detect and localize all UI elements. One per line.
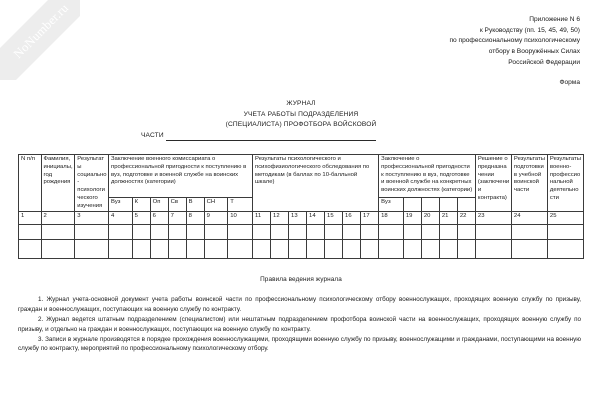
watermark-text: NoNumber.ru: [10, 0, 71, 61]
column-number: 20: [421, 212, 439, 225]
column-number: 24: [511, 212, 547, 225]
column-number: 3: [75, 212, 109, 225]
data-cell[interactable]: [361, 240, 379, 259]
data-cell[interactable]: [457, 225, 475, 240]
subheader-commissariat-op: Оп: [150, 198, 168, 212]
data-cell[interactable]: [228, 240, 253, 259]
data-cell[interactable]: [132, 240, 150, 259]
column-number: 1: [19, 212, 42, 225]
header-cell-psych-exam-results: Результаты психологического и психофизиологического обследования по методикам (в баллах по 10-балльной шкале): [253, 154, 379, 211]
data-cell[interactable]: [228, 225, 253, 240]
column-number: 15: [325, 212, 343, 225]
header-cell-professional-suitability-conclusion: Заключение о профессиональной пригодности к поступлению в вуз, подготовке и военной службе на конкретных воинских должностях (категории): [379, 154, 476, 197]
unit-number-blank-line: [166, 133, 376, 141]
column-number: 11: [253, 212, 271, 225]
subheader-commissariat-vuz: Вуз: [109, 198, 133, 212]
data-cell[interactable]: [150, 225, 168, 240]
reference-line-2: к Руководству (пп. 15, 45, 49, 50): [479, 26, 580, 34]
title-line-3: (СПЕЦИАЛИСТА) ПРОФОТБОРА ВОЙСКОВОЙ: [225, 121, 377, 129]
data-cell[interactable]: [475, 240, 511, 259]
data-cell[interactable]: [109, 240, 133, 259]
subheader-commissariat-k: К: [132, 198, 150, 212]
column-number: 19: [403, 212, 421, 225]
document-reference-header: [18, 15, 584, 68]
data-cell[interactable]: [475, 225, 511, 240]
data-cell[interactable]: [403, 240, 421, 259]
data-cell[interactable]: [253, 240, 271, 259]
data-cell[interactable]: [307, 240, 325, 259]
reference-line-3: по профессиональному психологическому: [449, 37, 580, 45]
data-cell[interactable]: [19, 240, 42, 259]
data-cell[interactable]: [132, 225, 150, 240]
data-cell[interactable]: [439, 225, 457, 240]
data-cell[interactable]: [403, 225, 421, 240]
header-cell-training-results: Результаты подготовки в учебной воинской части: [511, 154, 547, 211]
data-cell[interactable]: [511, 240, 547, 259]
subheader-commissariat-t: Т: [228, 198, 253, 212]
header-cell-name: Фамилия, инициалы, год рождения: [41, 154, 75, 211]
data-cell[interactable]: [325, 225, 343, 240]
column-number: 22: [457, 212, 475, 225]
data-cell[interactable]: [75, 240, 109, 259]
subheader-suitability-4: [439, 198, 457, 212]
column-number: 4: [109, 212, 133, 225]
data-cell[interactable]: [150, 240, 168, 259]
data-cell[interactable]: [271, 225, 289, 240]
subheader-commissariat-sv: Св: [168, 198, 186, 212]
header-cell-military-commissariat-conclusion: Заключение военного комиссариата о профессиональной пригодности к поступлению в вуз, подготовке и военной службе на воинских должностях (категории): [109, 154, 253, 197]
data-cell[interactable]: [253, 225, 271, 240]
data-cell[interactable]: [547, 225, 583, 240]
column-number: 23: [475, 212, 511, 225]
data-cell[interactable]: [307, 225, 325, 240]
rules-item: 3. Записи в журнале производятся в порядке прохождения военнослужащими, проходящими военную службу по призыву, военнослужащими и гражданами, поступающими на военную службу по контракту, мероприятий по профессиональному психологическому отбору.: [18, 335, 581, 353]
column-number: 5: [132, 212, 150, 225]
column-number: 2: [41, 212, 75, 225]
document-title: [18, 99, 584, 141]
data-cell[interactable]: [204, 225, 228, 240]
column-number: 16: [343, 212, 361, 225]
data-cell[interactable]: [289, 225, 307, 240]
title-line-2: УЧЕТА РАБОТЫ ПОДРАЗДЕЛЕНИЯ: [243, 110, 359, 118]
data-cell[interactable]: [271, 240, 289, 259]
column-number: 7: [168, 212, 186, 225]
journal-table: [18, 154, 584, 259]
subheader-suitability-3: [421, 198, 439, 212]
reference-line-5: Российской Федерации: [508, 58, 580, 66]
column-number: 17: [361, 212, 379, 225]
data-cell[interactable]: [19, 225, 42, 240]
subheader-commissariat-sn: СН: [204, 198, 228, 212]
rules-item: 2. Журнал ведется штатным подразделением (специалистом) или нештатным подразделением профотбора воинской части на военнослужащих, проходящих военную службу по призыву, и отдельно на граждан и военнослужащих, поступающих на военную службу по контракту.: [18, 316, 581, 333]
unit-number-label: ЧАСТИ: [141, 131, 164, 139]
table-numbering-row: [19, 212, 584, 225]
data-cell[interactable]: [41, 240, 75, 259]
table-header-row-main: [19, 154, 584, 197]
form-label: Форма: [559, 79, 580, 87]
reference-line-4: отбору в Вооружённых Силах: [488, 48, 580, 56]
data-cell[interactable]: [379, 225, 404, 240]
data-cell[interactable]: [547, 240, 583, 259]
data-cell[interactable]: [204, 240, 228, 259]
reference-line-1: Приложение N 6: [529, 16, 580, 23]
subheader-suitability-5: [457, 198, 475, 212]
column-number: 12: [271, 212, 289, 225]
data-cell[interactable]: [421, 225, 439, 240]
data-cell[interactable]: [343, 225, 361, 240]
column-number: 25: [547, 212, 583, 225]
data-cell[interactable]: [343, 240, 361, 259]
data-cell[interactable]: [41, 225, 75, 240]
header-cell-assignment-decision: Решение о предназначении (заключении контракта): [475, 154, 511, 211]
column-number: 6: [150, 212, 168, 225]
title-line-4: [141, 131, 461, 141]
data-cell[interactable]: [379, 240, 404, 259]
table-row[interactable]: [19, 225, 584, 240]
column-number: 10: [228, 212, 253, 225]
data-cell[interactable]: [109, 225, 133, 240]
data-cell[interactable]: [325, 240, 343, 259]
column-number: 9: [204, 212, 228, 225]
header-cell-military-professional-activity-results: Результаты военно-профессиональной деятельности: [547, 154, 583, 211]
table-row[interactable]: [19, 240, 584, 259]
subheader-suitability-2: [403, 198, 421, 212]
data-cell[interactable]: [457, 240, 475, 259]
data-cell[interactable]: [168, 240, 186, 259]
data-cell[interactable]: [168, 225, 186, 240]
data-cell[interactable]: [75, 225, 109, 240]
header-cell-social-psych-study: Результаты социально - психологического изучения: [75, 154, 109, 211]
subheader-suitability-vuz: Вуз: [379, 198, 404, 212]
data-cell[interactable]: [289, 240, 307, 259]
data-cell[interactable]: [511, 225, 547, 240]
column-number: 21: [439, 212, 457, 225]
rules-section-title: Правила ведения журнала: [260, 276, 342, 284]
data-cell[interactable]: [439, 240, 457, 259]
rules-section-body: [18, 295, 584, 353]
title-line-1: ЖУРНАЛ: [286, 100, 316, 108]
column-number: 13: [289, 212, 307, 225]
subheader-commissariat-v: В: [186, 198, 204, 212]
column-number: 8: [186, 212, 204, 225]
rules-item: 1. Журнал учета-основной документ учета работы воинской части по профессиональному психологическому отбору военнослужащих, проходящих военную службу по призыву, граждан и военнослужащих, поступающих на военную службу по контракту.: [18, 296, 581, 314]
header-cell-number: N п/п: [19, 154, 42, 211]
data-cell[interactable]: [421, 240, 439, 259]
data-cell[interactable]: [361, 225, 379, 240]
data-cell[interactable]: [186, 225, 204, 240]
column-number: 18: [379, 212, 404, 225]
data-cell[interactable]: [186, 240, 204, 259]
column-number: 14: [307, 212, 325, 225]
journal-table-container: [18, 154, 584, 259]
